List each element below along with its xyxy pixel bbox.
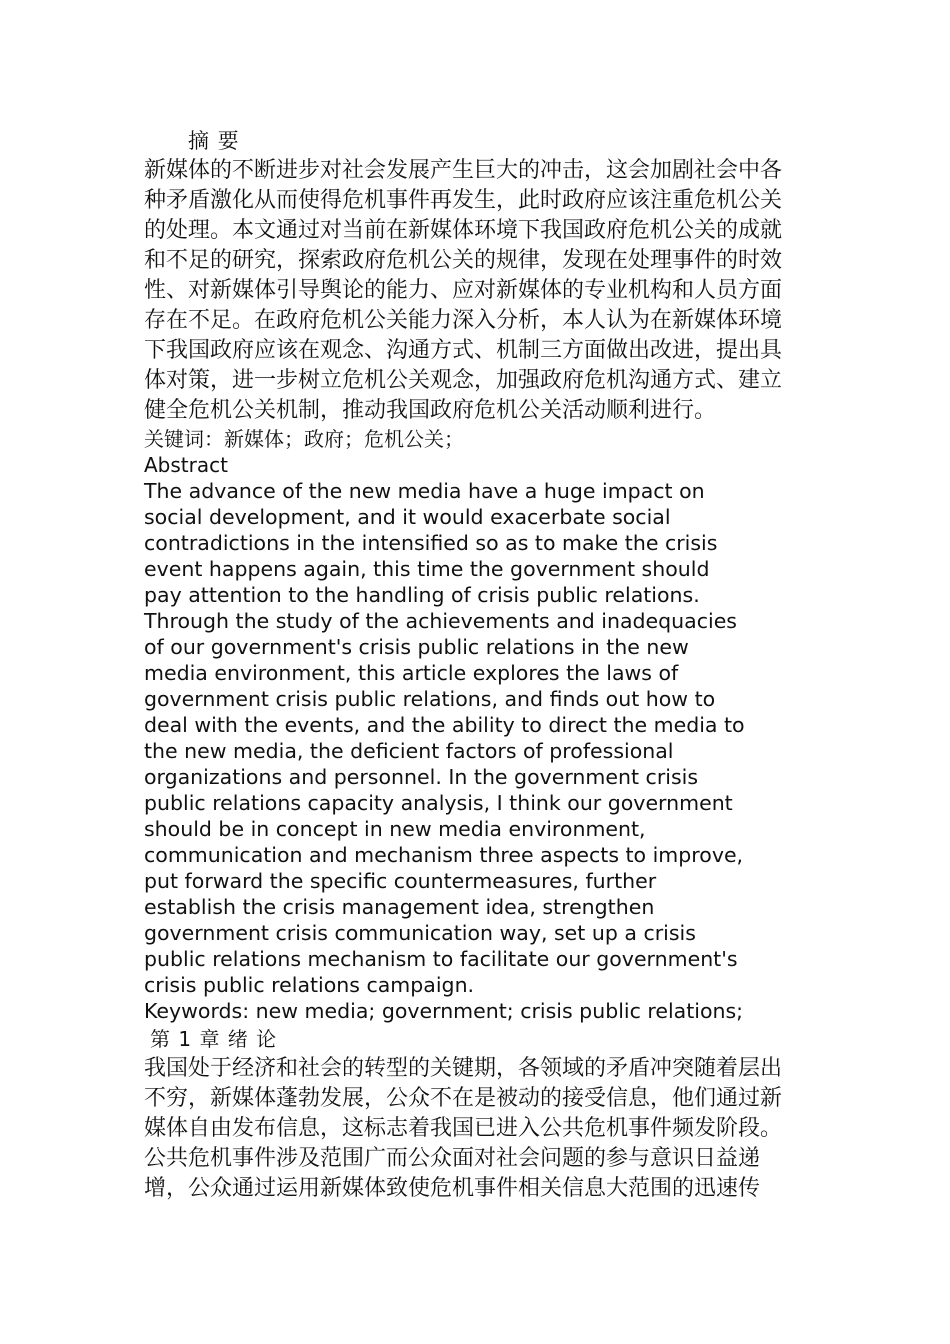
en-abstract-line: The advance of the new media have a huge impact on [144, 479, 705, 503]
en-abstract-line: put forward the specific countermeasures, further [144, 869, 657, 893]
en-abstract-line: Through the study of the achievements and inadequacies [144, 609, 737, 633]
zh-abstract-line: 和不足的研究，探索政府危机公关的规律，发现在处理事件的时效 [144, 248, 783, 273]
chapter-line: 我国处于经济和社会的转型的关键期，各领域的矛盾冲突随着层出 [144, 1056, 783, 1081]
en-abstract-line: media environment, this article explores the laws of [144, 661, 679, 685]
en-abstract-line: the new media, the deficient factors of professional [144, 739, 674, 763]
zh-abstract-paragraph [144, 156, 804, 426]
en-abstract-line: event happens again, this time the government should [144, 557, 710, 581]
en-abstract-line: contradictions in the intensified so as to make the crisis [144, 531, 718, 555]
zh-abstract-line: 种矛盾激化从而使得危机事件再发生，此时政府应该注重危机公关 [144, 188, 783, 213]
zh-abstract-title: 摘 要 [188, 129, 240, 153]
en-abstract-line: crisis public relations campaign. [144, 973, 475, 997]
zh-abstract-line: 的处理。本文通过对当前在新媒体环境下我国政府危机公关的成就 [144, 218, 783, 243]
zh-keywords: 关键词：新媒体；政府；危机公关； [144, 427, 464, 451]
en-abstract-line: communication and mechanism three aspects to improve, [144, 843, 744, 867]
chapter-line: 不穷，新媒体蓬勃发展，公众不在是被动的接受信息，他们通过新 [144, 1086, 783, 1111]
zh-abstract-line: 性、对新媒体引导舆论的能力、应对新媒体的专业机构和人员方面 [144, 278, 783, 303]
en-abstract-line: government crisis public relations, and finds out how to [144, 687, 716, 711]
en-abstract-title: Abstract [144, 453, 228, 477]
zh-abstract-line: 体对策，进一步树立危机公关观念，加强政府危机沟通方式、建立 [144, 368, 783, 393]
chapter-line: 公共危机事件涉及范围广而公众面对社会问题的参与意识日益递 [144, 1146, 761, 1171]
en-keywords: Keywords: new media; government; crisis public relations; [144, 999, 744, 1023]
document-body [144, 126, 804, 1204]
zh-abstract-line: 存在不足。在政府危机公关能力深入分析，本人认为在新媒体环境 [144, 308, 783, 333]
en-abstract-paragraph [144, 478, 804, 998]
chapter-title: 第 1 章 绪 论 [150, 1027, 278, 1051]
en-abstract-line: government crisis communication way, set up a crisis [144, 921, 696, 945]
en-abstract-line: deal with the events, and the ability to direct the media to [144, 713, 745, 737]
chapter-line: 媒体自由发布信息，这标志着我国已进入公共危机事件频发阶段。 [144, 1116, 783, 1141]
en-abstract-line: social development, and it would exacerbate social [144, 505, 671, 529]
en-abstract-line: establish the crisis management idea, strengthen [144, 895, 655, 919]
zh-abstract-line: 下我国政府应该在观念、沟通方式、机制三方面做出改进，提出具 [144, 338, 783, 363]
en-abstract-line: public relations capacity analysis, I think our government [144, 791, 733, 815]
en-abstract-line: organizations and personnel. In the government crisis [144, 765, 699, 789]
en-abstract-line: pay attention to the handling of crisis public relations. [144, 583, 700, 607]
zh-abstract-line: 健全危机公关机制，推动我国政府危机公关活动顺利进行。 [144, 398, 717, 423]
en-abstract-line: should be in concept in new media environment, [144, 817, 646, 841]
en-abstract-line: of our government's crisis public relations in the new [144, 635, 689, 659]
en-abstract-line: public relations mechanism to facilitate our government's [144, 947, 738, 971]
chapter-line: 增，公众通过运用新媒体致使危机事件相关信息大范围的迅速传 [144, 1176, 761, 1201]
chapter-paragraph [144, 1054, 804, 1204]
zh-abstract-line: 新媒体的不断进步对社会发展产生巨大的冲击，这会加剧社会中各 [144, 158, 783, 183]
